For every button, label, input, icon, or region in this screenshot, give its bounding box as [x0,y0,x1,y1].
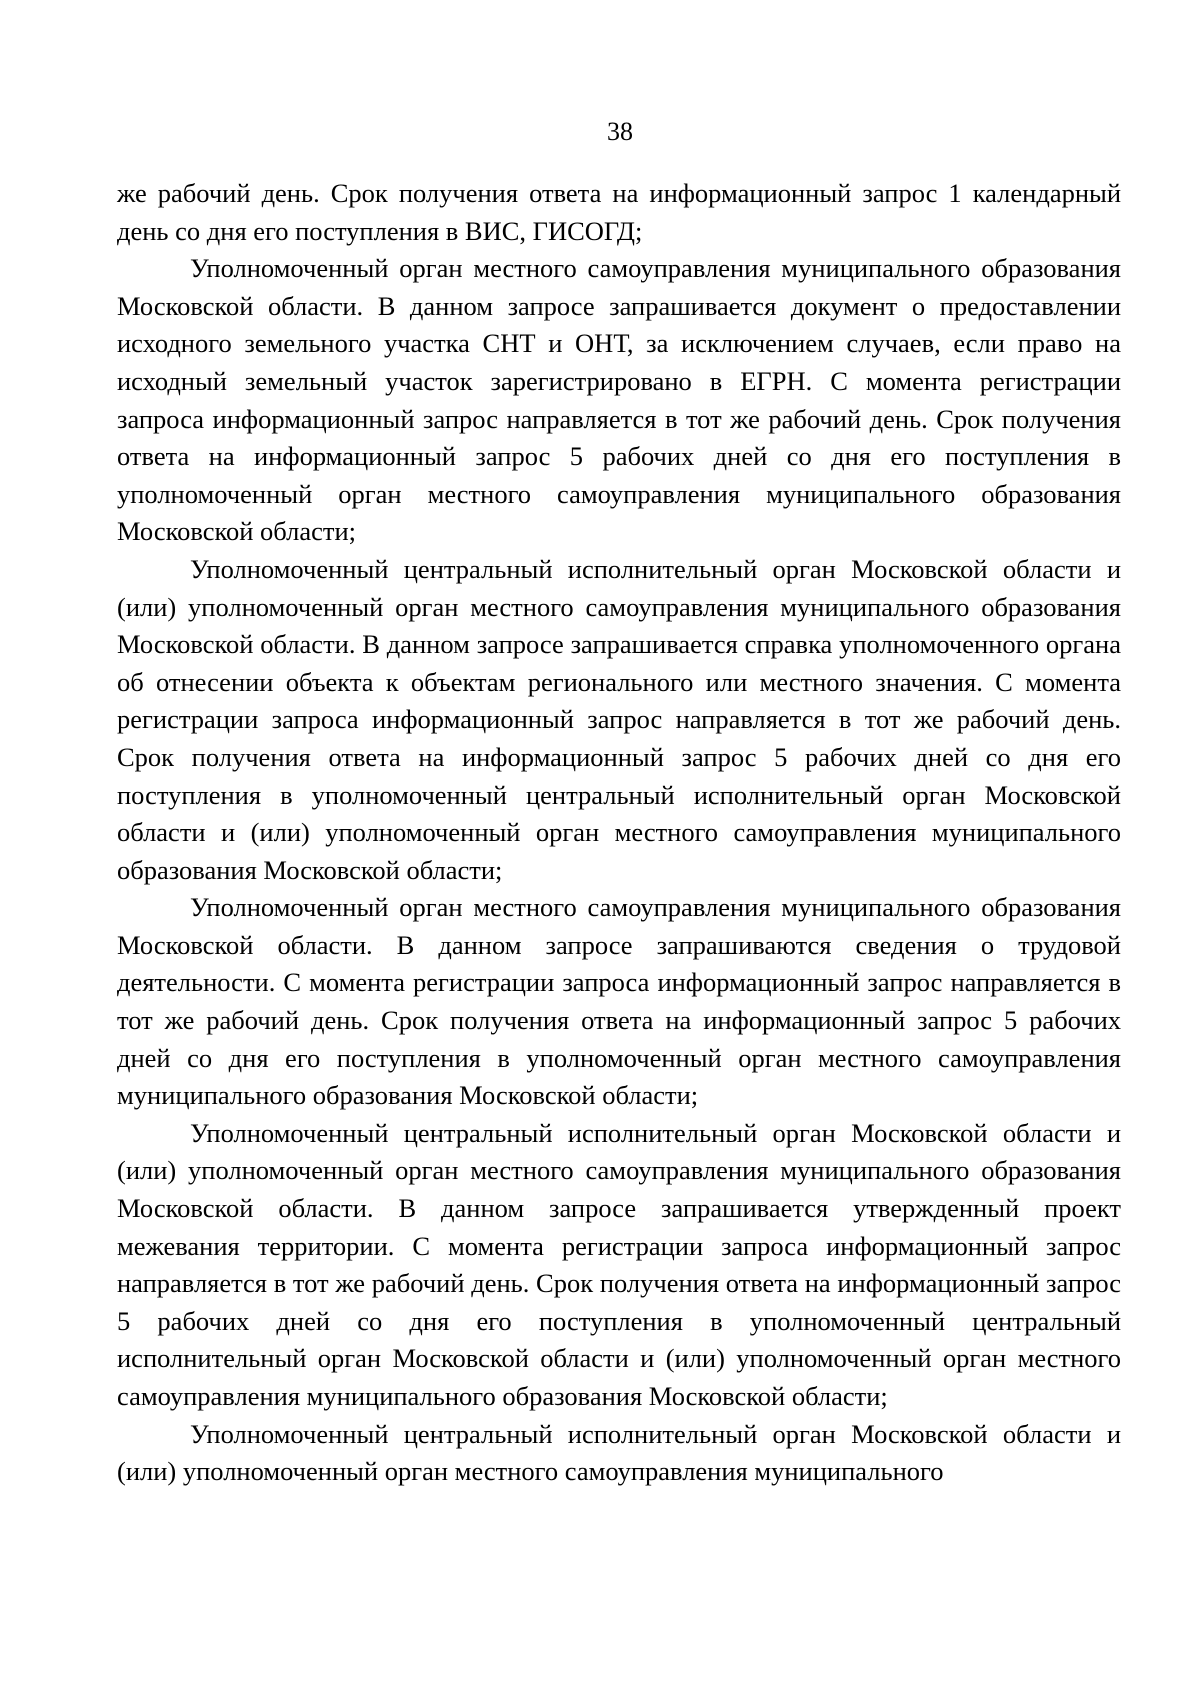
paragraph-continuation: же рабочий день. Срок получения ответа на информационный запрос 1 календарный день со дня его поступления в ВИС, ГИСОГД; [117,178,1121,246]
page-number: 38 [607,117,633,146]
paragraph-labor-activity: Уполномоченный орган местного самоуправления муниципального образования Московской области. В данном запросе запрашиваются сведения о трудовой деятельности. С момента регистрации запроса информационный запрос направляется в тот же рабочий день. Срок получения ответа на информационный запрос 5 рабочих дней со дня его поступления в уполномоченный орган местного самоуправления муниципального образования Московской области; [117,892,1121,1111]
paragraph-land-survey-project: Уполномоченный центральный исполнительный орган Московской области и (или) уполномоченный орган местного самоуправления муниципального образования Московской области. В данном запросе запрашивается утвержденный проект межевания территории. С момента регистрации запроса информационный запрос направляется в тот же рабочий день. Срок получения ответа на информационный запрос 5 рабочих дней со дня его поступления в уполномоченный центральный исполнительный орган Московской области и (или) уполномоченный орган местного самоуправления муниципального образования Московской области; [117,1117,1121,1411]
paragraph-local-authority-land-plot: Уполномоченный орган местного самоуправления муниципального образования Московской области. В данном запросе запрашивается документ о предоставлении исходного земельного участка СНТ и ОНТ, за исключением случаев, если право на исходный земельный участок зарегистрировано в ЕГРН. С момента регистрации запроса информационный запрос направляется в тот же рабочий день. Срок получения ответа на информационный запрос 5 рабочих дней со дня его поступления в уполномоченный орган местного самоуправления муниципального образования Московской области; [117,253,1121,547]
paragraph-regional-significance-certificate: Уполномоченный центральный исполнительный орган Московской области и (или) уполномоченный орган местного самоуправления муниципального образования Московской области. В данном запросе запрашивается справка уполномоченного органа об отнесении объекта к объектам регионального или местного значения. С момента регистрации запроса информационный запрос направляется в тот же рабочий день. Срок получения ответа на информационный запрос 5 рабочих дней со дня его поступления в уполномоченный центральный исполнительный орган Московской области и (или) уполномоченный орган местного самоуправления муниципального образования Московской области; [117,553,1121,885]
document-body [117,175,1121,1491]
paragraph-truncated: Уполномоченный центральный исполнительный орган Московской области и (или) уполномоченный орган местного самоуправления муниципального [117,1418,1121,1487]
